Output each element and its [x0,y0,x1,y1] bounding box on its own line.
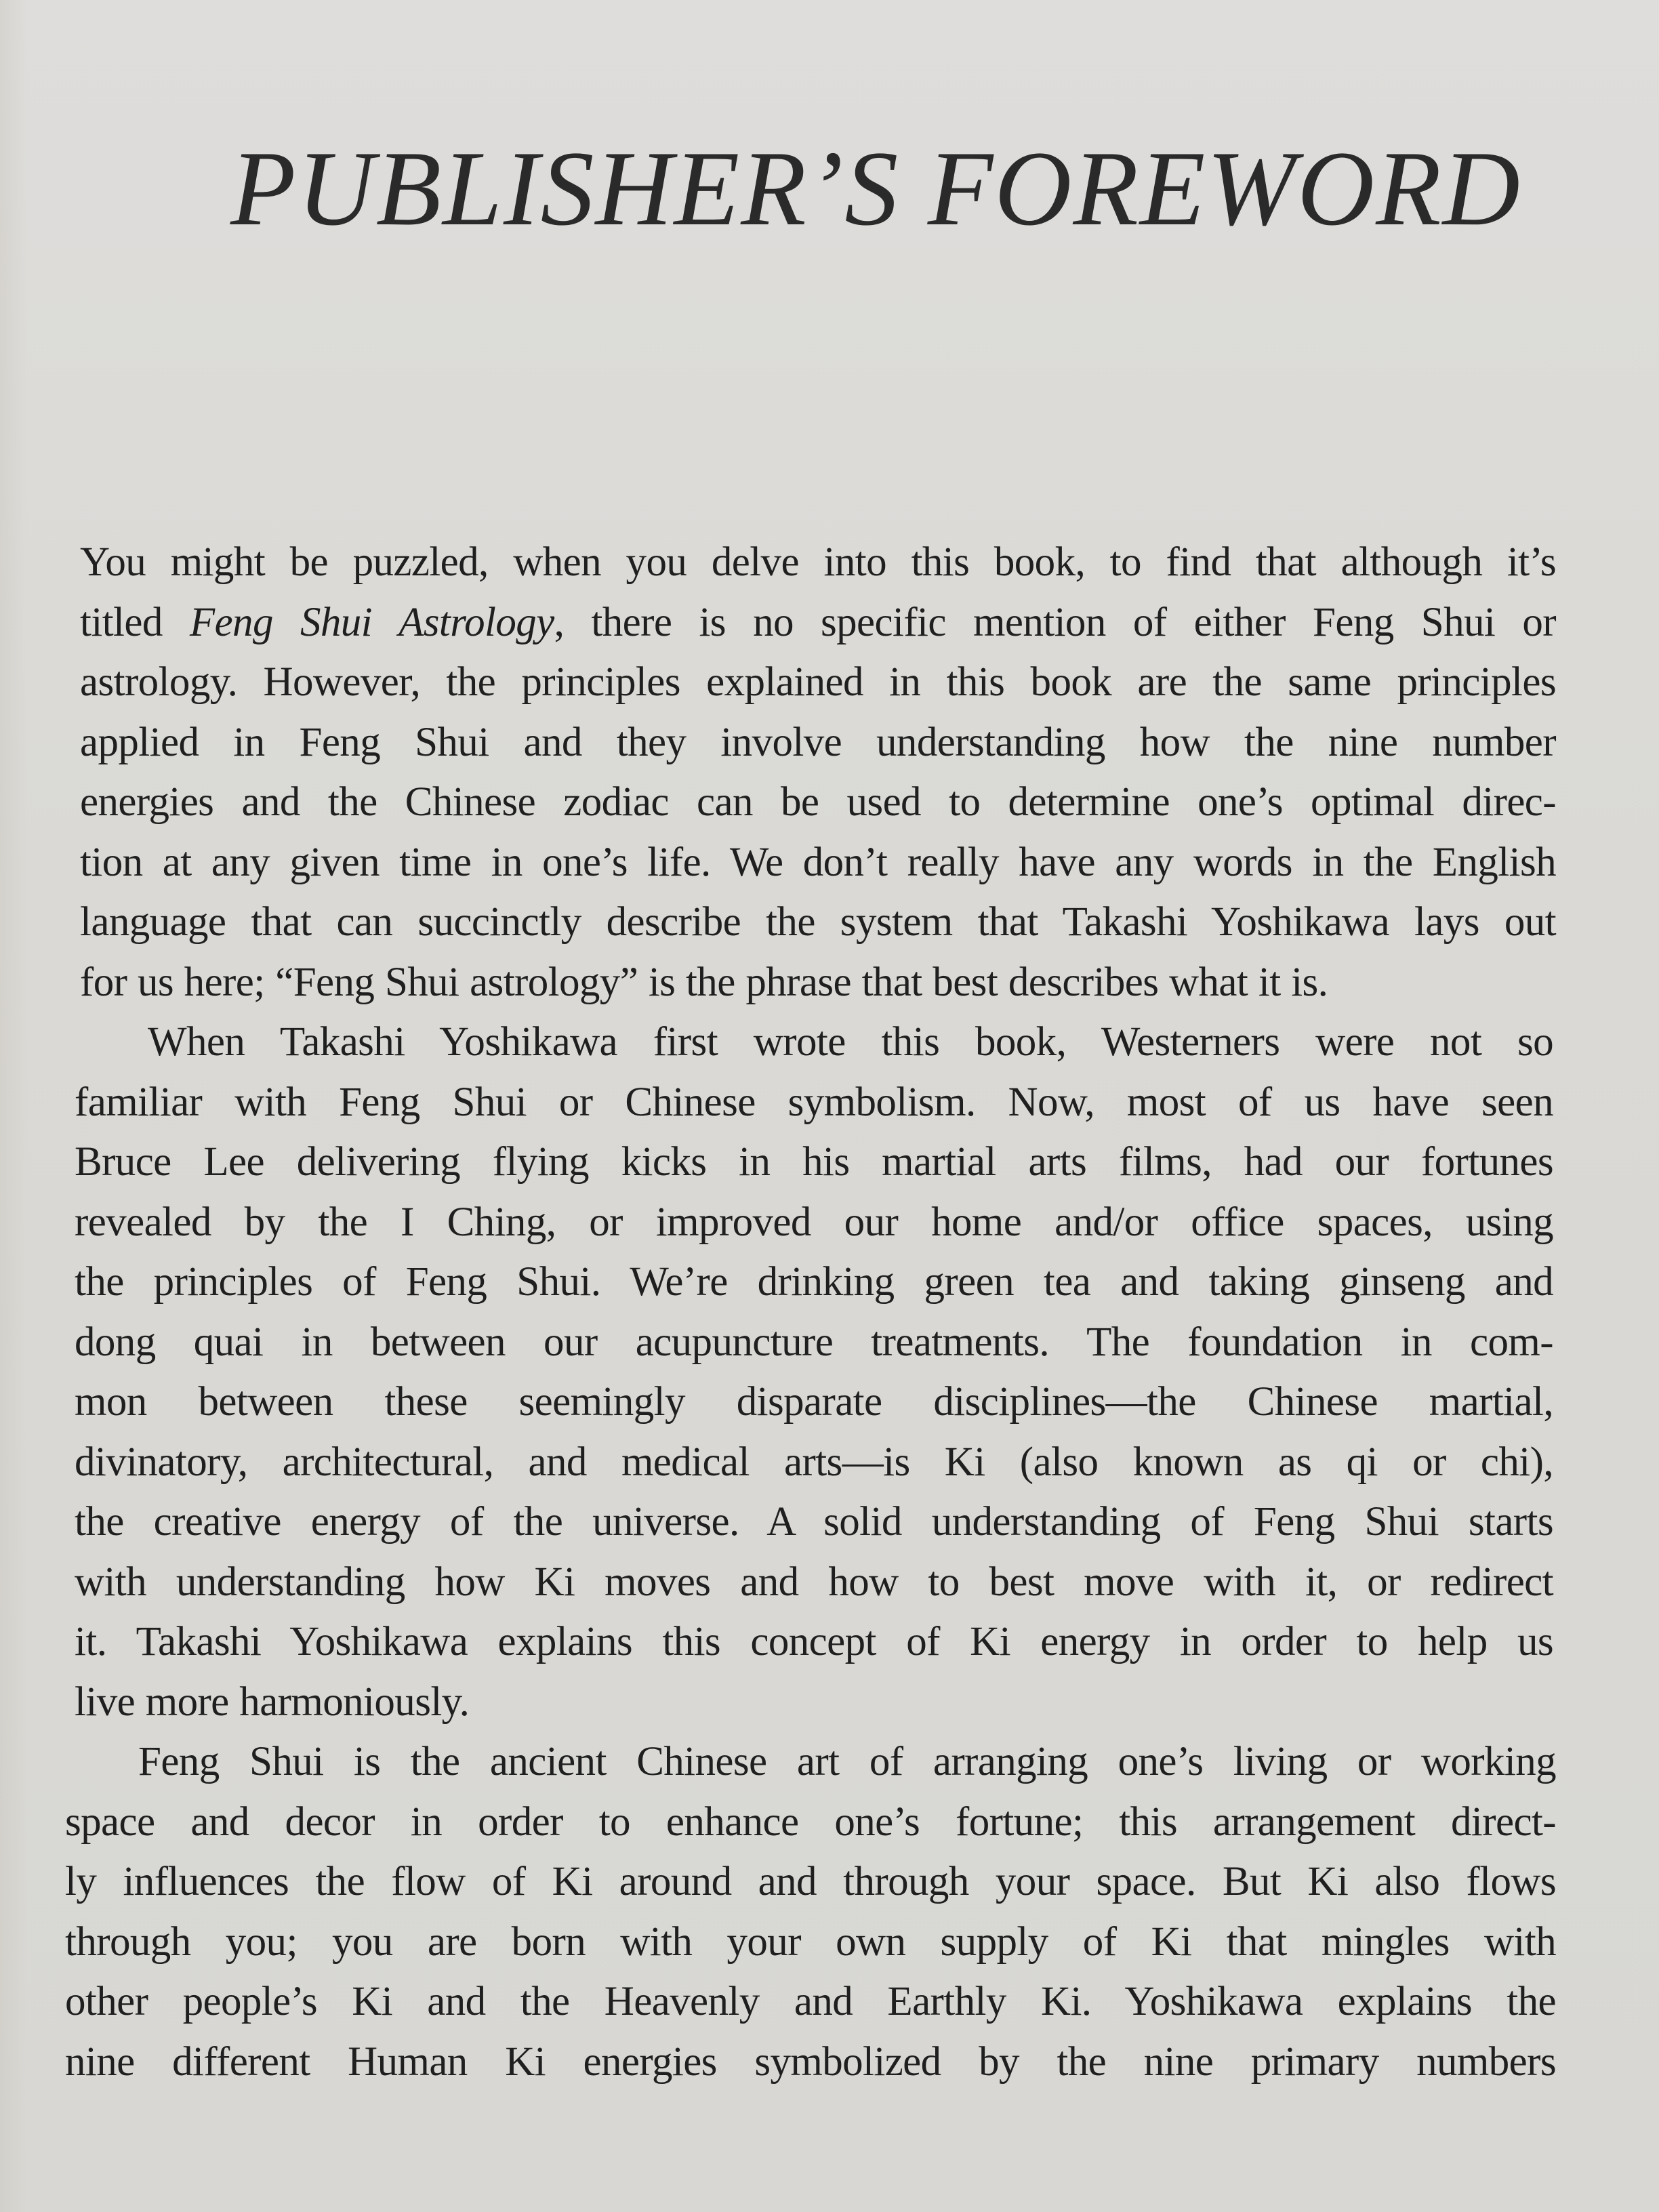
text-line: Bruce Lee delivering flying kicks in his martial arts films, had our fortunes [75,1139,1553,1185]
text-line: ly influences the flow of Ki around and through your space. But Ki also flows [65,1859,1556,1904]
text-fragment: , there is no specific mention of either Feng Shui or [554,599,1556,645]
text-line: live more harmoniously. [75,1679,470,1725]
text-line: familiar with Feng Shui or Chinese symbolism. Now, most of us have seen [75,1079,1553,1125]
text-line: When Takashi Yoshikawa first wrote this book, Westerners were not so [148,1019,1553,1065]
text-line: language that can succinctly describe the system that Takashi Yoshikawa lays out [80,899,1556,945]
text-line: astrology. However, the principles explained in this book are the same principles [80,659,1556,705]
text-line: mon between these seemingly disparate disciplines—the Chinese martial, [75,1379,1553,1425]
text-line: energies and the Chinese zodiac can be used to determine one’s optimal direc- [80,779,1556,825]
text-line: You might be puzzled, when you delve into this book, to find that although it’s [80,539,1556,585]
text-line: divinatory, architectural, and medical arts—is Ki (also known as qi or chi), [75,1439,1553,1485]
text-line: it. Takashi Yoshikawa explains this concept of Ki energy in order to help us [75,1619,1553,1664]
paragraph-2 [75,1012,1553,1732]
paragraph-1 [80,533,1556,1012]
text-line: dong quai in between our acupuncture treatments. The foundation in com- [75,1319,1553,1365]
text-line: through you; you are born with your own supply of Ki that mingles with [65,1919,1556,1965]
text-line: the principles of Feng Shui. We’re drinking green tea and taking ginseng and [75,1259,1553,1305]
text-fragment: titled [80,599,190,645]
paragraph-3 [65,1732,1556,2092]
text-line: nine different Human Ki energies symbolized by the nine primary numbers [65,2039,1556,2085]
text-line: the creative energy of the universe. A solid understanding of Feng Shui starts [75,1499,1553,1544]
foreword-body [65,533,1556,2092]
text-line: revealed by the I Ching, or improved our home and/or office spaces, using [75,1199,1553,1245]
text-line: other people’s Ki and the Heavenly and Earthly Ki. Yoshikawa explains the [65,1979,1556,2024]
text-line: Feng Shui is the ancient Chinese art of arranging one’s living or working [138,1739,1556,1784]
book-title-italic: Feng Shui Astrology [189,599,554,645]
text-line: tion at any given time in one’s life. We don’t really have any words in the English [80,839,1556,885]
text-line: with understanding how Ki moves and how to best move with it, or redirect [75,1559,1553,1605]
text-line [80,593,1556,653]
text-line: for us here; “Feng Shui astrology” is the phrase that best describes what it is. [80,959,1328,1005]
text-line: applied in Feng Shui and they involve understanding how the nine number [80,719,1556,765]
text-line: space and decor in order to enhance one’s fortune; this arrangement direct- [65,1799,1556,1845]
page-title: PUBLISHER’S FOREWORD [230,129,1521,248]
